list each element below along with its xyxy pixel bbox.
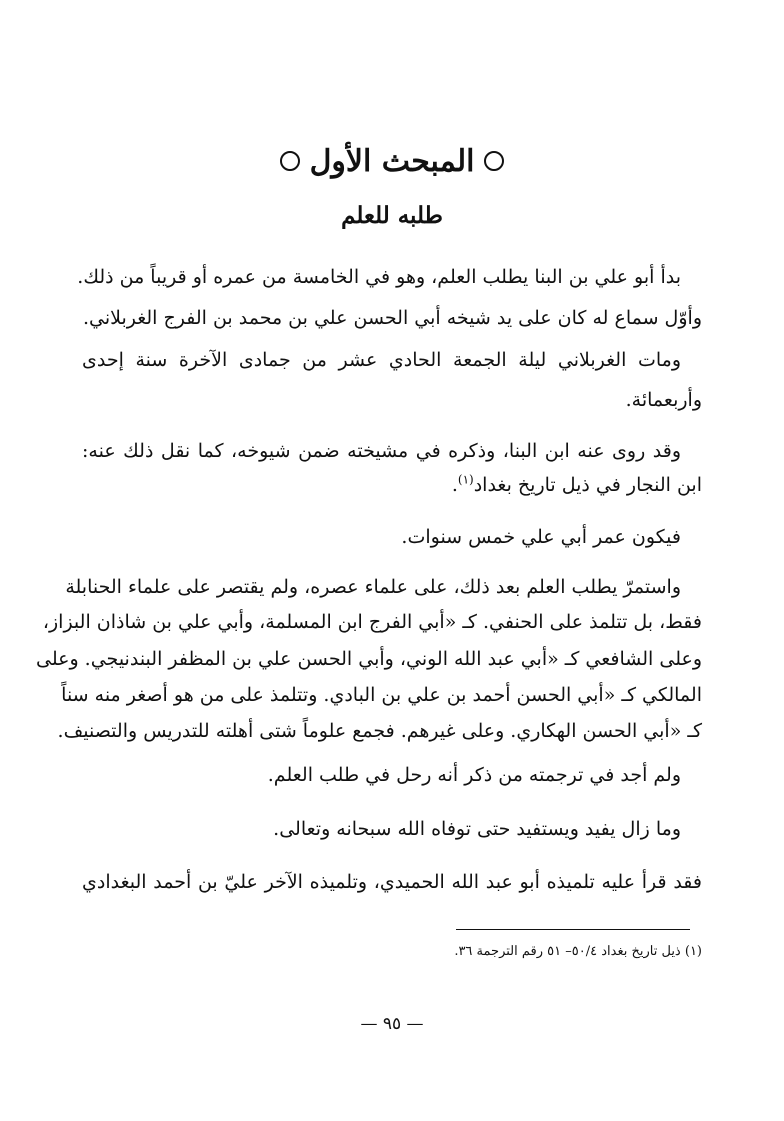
page-number: — ٩٥ —: [360, 1014, 424, 1034]
body-text-line: المالكي كـ «أبي الحسن أحمد بن علي بن البادي. وتتلمذ على من هو أصغر منه سناً: [61, 684, 702, 706]
body-text-line: وأربعمائة.: [625, 389, 702, 411]
body-text-line: وما زال يفيد ويستفيد حتى توفاه الله سبحانه وتعالى.: [273, 818, 681, 840]
footnote-marker: (١): [457, 472, 474, 487]
footnote-divider: [456, 929, 690, 930]
section-heading: [0, 140, 784, 184]
body-text-line: ولم أجد في ترجمته من ذكر أنه رحل في طلب العلم.: [267, 764, 681, 786]
circle-ornament-icon: [484, 151, 504, 171]
body-text-line: فقط، بل تتلمذ على الحنفي. كـ «أبي الفرج ابن المسلمة، وأبي علي بن شاذان البزاز،: [42, 611, 702, 633]
subsection-heading: طلبه للعلم: [341, 202, 443, 229]
body-text-line: وأوّل سماع له كان على يد شيخه أبي الحسن علي بن محمد بن الفرج الغربلاني.: [82, 307, 702, 329]
section-heading-text: المبحث الأول: [309, 144, 475, 179]
body-text-line: [82, 470, 702, 500]
body-text-span: .: [451, 474, 458, 496]
body-text-line: فيكون عمر أبي علي خمس سنوات.: [401, 526, 681, 548]
body-text-line: واستمرّ يطلب العلم بعد ذلك، على علماء عصره، ولم يقتصر على علماء الحنابلة: [65, 576, 681, 598]
body-text-line: ومات الغربلاني ليلة الجمعة الحادي عشر من جمادى الآخرة سنة إحدى: [82, 349, 681, 371]
body-text-line: بدأ أبو علي بن البنا يطلب العلم، وهو في الخامسة من عمره أو قريباً من ذلك.: [77, 266, 681, 288]
body-text-line: فقد قرأ عليه تلميذه أبو عبد الله الحميدي، وتلميذه الآخر عليّ بن أحمد البغدادي: [82, 871, 702, 893]
body-text-span: ابن النجار في ذيل تاريخ بغداد: [473, 474, 702, 496]
footnote-text: (١) ذيل تاريخ بغداد ٥٠/٤– ٥١ رقم الترجمة ٣٦.: [454, 944, 702, 959]
body-text-line: وعلى الشافعي كـ «أبي عبد الله الوني، وأبي الحسن علي بن المظفر البندنيجي. وعلى: [36, 648, 702, 670]
body-text-line: وقد روى عنه ابن البنا، وذكره في مشيخته ضمن شيوخه، كما نقل ذلك عنه:: [82, 440, 681, 462]
body-text-line: كـ «أبي الحسن الهكاري. وعلى غيرهم. فجمع علوماً شتى أهلته للتدريس والتصنيف.: [57, 720, 702, 742]
circle-ornament-icon: [280, 151, 300, 171]
